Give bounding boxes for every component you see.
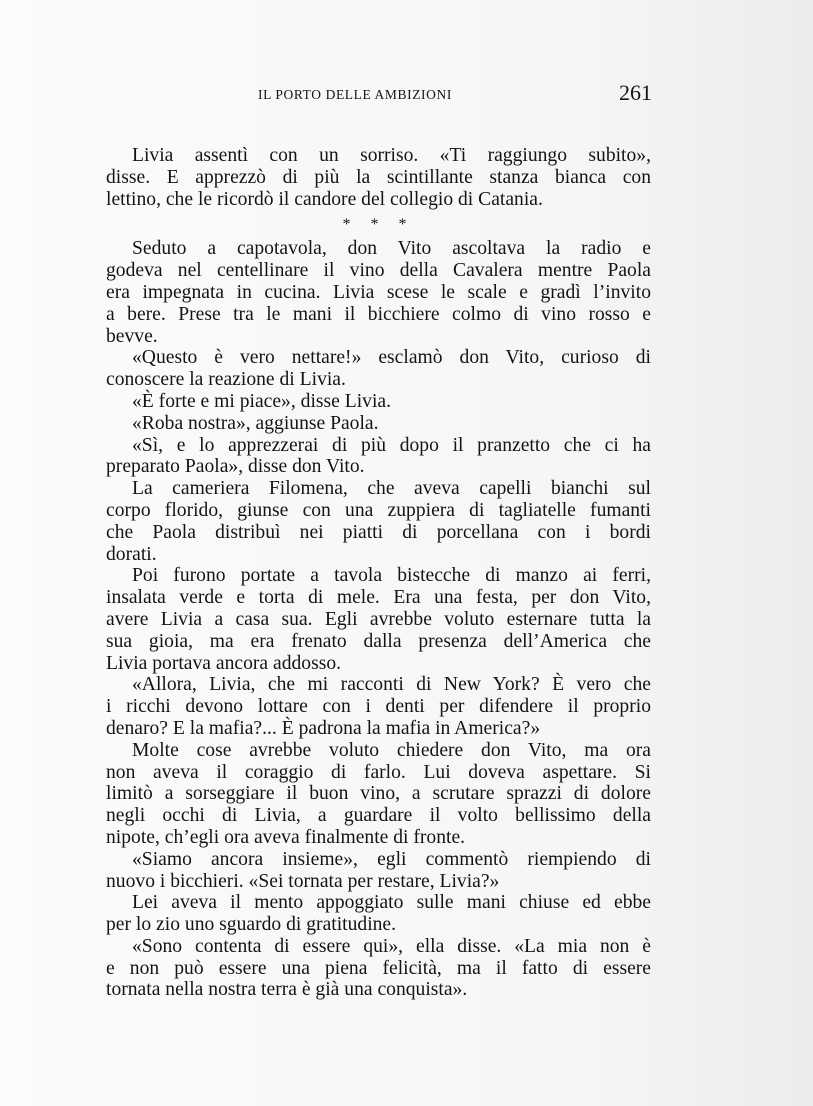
text-line: nuovo i bicchieri. «Sei tornata per restare, Livia?» xyxy=(106,870,500,892)
text-line: denaro? E la mafia?... È padrona la mafia in America?» xyxy=(106,717,541,739)
text-line: avere Livia a casa sua. Egli avrebbe voluto esternare tutta la xyxy=(106,608,651,630)
text-line: conoscere la reazione di Livia. xyxy=(106,369,346,391)
text-line: lettino, che le ricordò il candore del collegio di Catania. xyxy=(106,188,543,210)
text-line: Seduto a capotavola, don Vito ascoltava la radio e xyxy=(132,238,651,260)
text-line: «È forte e mi piace», disse Livia. xyxy=(132,390,391,412)
text-line: per lo zio uno sguardo di gratitudine. xyxy=(106,914,397,936)
text-line: bevve. xyxy=(106,325,158,347)
text-line: nipote, ch’egli ora aveva finalmente di fronte. xyxy=(106,826,466,848)
text-line: «Sì, e lo apprezzerai di più dopo il pranzetto che ci ha xyxy=(132,434,651,456)
text-line: «Questo è vero nettare!» esclamò don Vito, curioso di xyxy=(132,347,651,369)
text-line: Molte cose avrebbe voluto chiedere don Vito, ma ora xyxy=(132,739,651,761)
text-line: sua gioia, ma era frenato dalla presenza dell’America che xyxy=(106,630,651,652)
text-line: era impegnata in cucina. Livia scese le scale e gradì l’invito xyxy=(106,281,651,303)
text-line: a bere. Prese tra le mani il bicchiere colmo di vino rosso e xyxy=(106,303,651,325)
text-line: negli occhi di Livia, a guardare il volto bellissimo della xyxy=(106,805,651,827)
text-line: «Sono contenta di essere qui», ella disse. «La mia non è xyxy=(132,935,651,957)
text-line: godeva nel centellinare il vino della Cavalera mentre Paola xyxy=(106,260,651,282)
text-line: dorati. xyxy=(106,543,157,565)
text-line: limitò a sorseggiare il buon vino, a scrutare sprazzi di dolore xyxy=(106,783,651,805)
text-line: e non può essere una piena felicità, ma il fatto di essere xyxy=(106,957,651,979)
text-line: corpo florido, giunse con una zuppiera di tagliatelle fumanti xyxy=(106,499,651,521)
text-line: tornata nella nostra terra è già una conquista». xyxy=(106,979,468,1001)
text-line: Livia portava ancora addosso. xyxy=(106,652,342,674)
text-line: insalata verde e torta di mele. Era una festa, per don Vito, xyxy=(106,587,651,609)
text-line: i ricchi devono lottare con i denti per difendere il proprio xyxy=(106,696,651,718)
text-line: «Roba nostra», aggiunse Paola. xyxy=(132,412,379,434)
page-header xyxy=(258,80,654,110)
section-separator: * * * xyxy=(342,216,415,234)
page-number: 261 xyxy=(619,80,652,105)
text-line: preparato Paola», disse don Vito. xyxy=(106,456,365,478)
text-line: che Paola distribuì nei piatti di porcellana con i bordi xyxy=(106,521,651,543)
text-line: «Allora, Livia, che mi racconti di New York? È vero che xyxy=(132,674,651,696)
text-line: Livia assentì con un sorriso. «Ti raggiungo subito», xyxy=(132,145,651,166)
running-title: IL PORTO DELLE AMBIZIONI xyxy=(258,87,452,102)
text-line: Lei aveva il mento appoggiato sulle mani chiuse ed ebbe xyxy=(132,892,651,914)
body-text xyxy=(106,145,651,1001)
text-line: non aveva il coraggio di farlo. Lui doveva aspettare. Si xyxy=(106,761,651,783)
text-line: Poi furono portate a tavola bistecche di manzo ai ferri, xyxy=(132,565,651,587)
text-line: «Siamo ancora insieme», egli commentò riempiendo di xyxy=(132,848,651,870)
text-line: disse. E apprezzò di più la scintillante stanza bianca con xyxy=(106,166,651,188)
text-line: La cameriera Filomena, che aveva capelli bianchi sul xyxy=(132,478,651,500)
